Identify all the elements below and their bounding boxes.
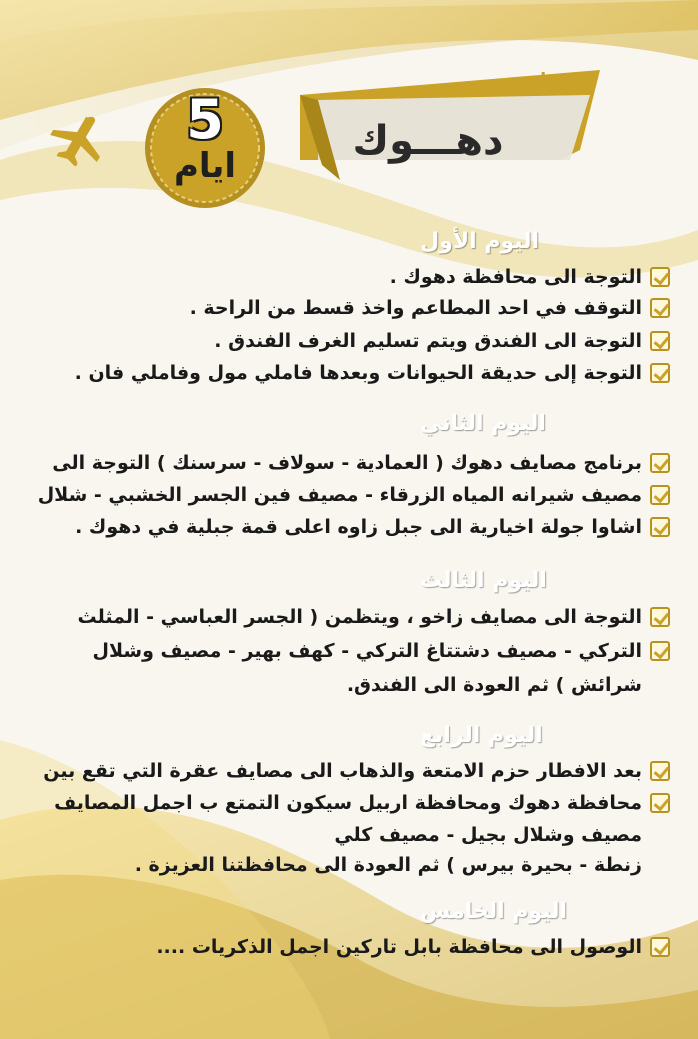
- check-icon: [650, 453, 670, 473]
- program-label: برنامــج: [505, 70, 570, 90]
- day-1-label: اليوم الأول: [420, 222, 650, 260]
- badge-word: ايام: [173, 146, 237, 186]
- day-4-label: اليوم الرابع: [420, 716, 650, 754]
- check-icon: [650, 937, 670, 957]
- day-4-item: محافظة دهوك ومحافظة اربيل سيكون التمتع ب اجمل المصايف: [54, 792, 670, 814]
- check-icon: [650, 641, 670, 661]
- day-1-item: التوجة الى الفندق ويتم تسليم الغرف الفندق .: [214, 330, 670, 352]
- day-1-item: التوقف في احد المطاعم واخذ قسط من الراحة .: [190, 297, 670, 319]
- day-3-label: اليوم الثالث: [420, 561, 650, 599]
- day-3-item-continued: شرائش ) ثم العودة الى الفندق.: [346, 674, 642, 696]
- check-icon: [650, 517, 670, 537]
- day-3-item: التركي - مصيف دشتتاغ التركي - كهف بهير - مصيف وشلال: [93, 640, 670, 662]
- check-icon: [650, 267, 670, 287]
- check-icon: [650, 331, 670, 351]
- badge-number: 5: [186, 88, 224, 151]
- check-icon: [650, 363, 670, 383]
- days-count-badge: [143, 86, 267, 210]
- day-2-item: اشاوا جولة اخيارية الى جبل زاوه اعلى قمة جبلية في دهوك .: [75, 516, 670, 538]
- check-icon: [650, 298, 670, 318]
- day-4-item-continued: زنطة - بحيرة بيرس ) ثم العودة الى محافظتنا العزيزة .: [134, 854, 642, 876]
- day-1-item: التوجة الى محافظة دهوك .: [390, 266, 670, 288]
- day-1-item: التوجة إلى حديقة الحيوانات وبعدها فاملي مول وفاملي فان .: [75, 362, 670, 384]
- check-icon: [650, 793, 670, 813]
- day-4-item: بعد الافطار حزم الامتعة والذهاب الى مصايف عقرة التي تقع بين: [43, 760, 670, 782]
- day-2-label: اليوم الثاني: [420, 404, 650, 442]
- page-title: دهـــوك: [352, 118, 504, 164]
- plane-icon: [48, 112, 110, 166]
- day-5-label: اليوم الخامس: [420, 892, 650, 930]
- day-4-item-continued: مصيف وشلال بجيل - مصيف كلي: [334, 824, 642, 846]
- day-2-item: برنامج مصايف دهوك ( العمادية - سولاف - سرسنك ) التوجة الى: [52, 452, 670, 474]
- check-icon: [650, 485, 670, 505]
- check-icon: [650, 607, 670, 627]
- check-icon: [650, 761, 670, 781]
- day-3-item: التوجة الى مصايف زاخو ، ويتظمن ( الجسر العباسي - المثلث: [78, 606, 671, 628]
- day-5-item: الوصول الى محافظة بابل تاركين اجمل الذكريات ....: [156, 936, 670, 958]
- day-2-item: مصيف شيرانه المياه الزرقاء - مصيف فين الجسر الخشبي - شلال: [38, 484, 670, 506]
